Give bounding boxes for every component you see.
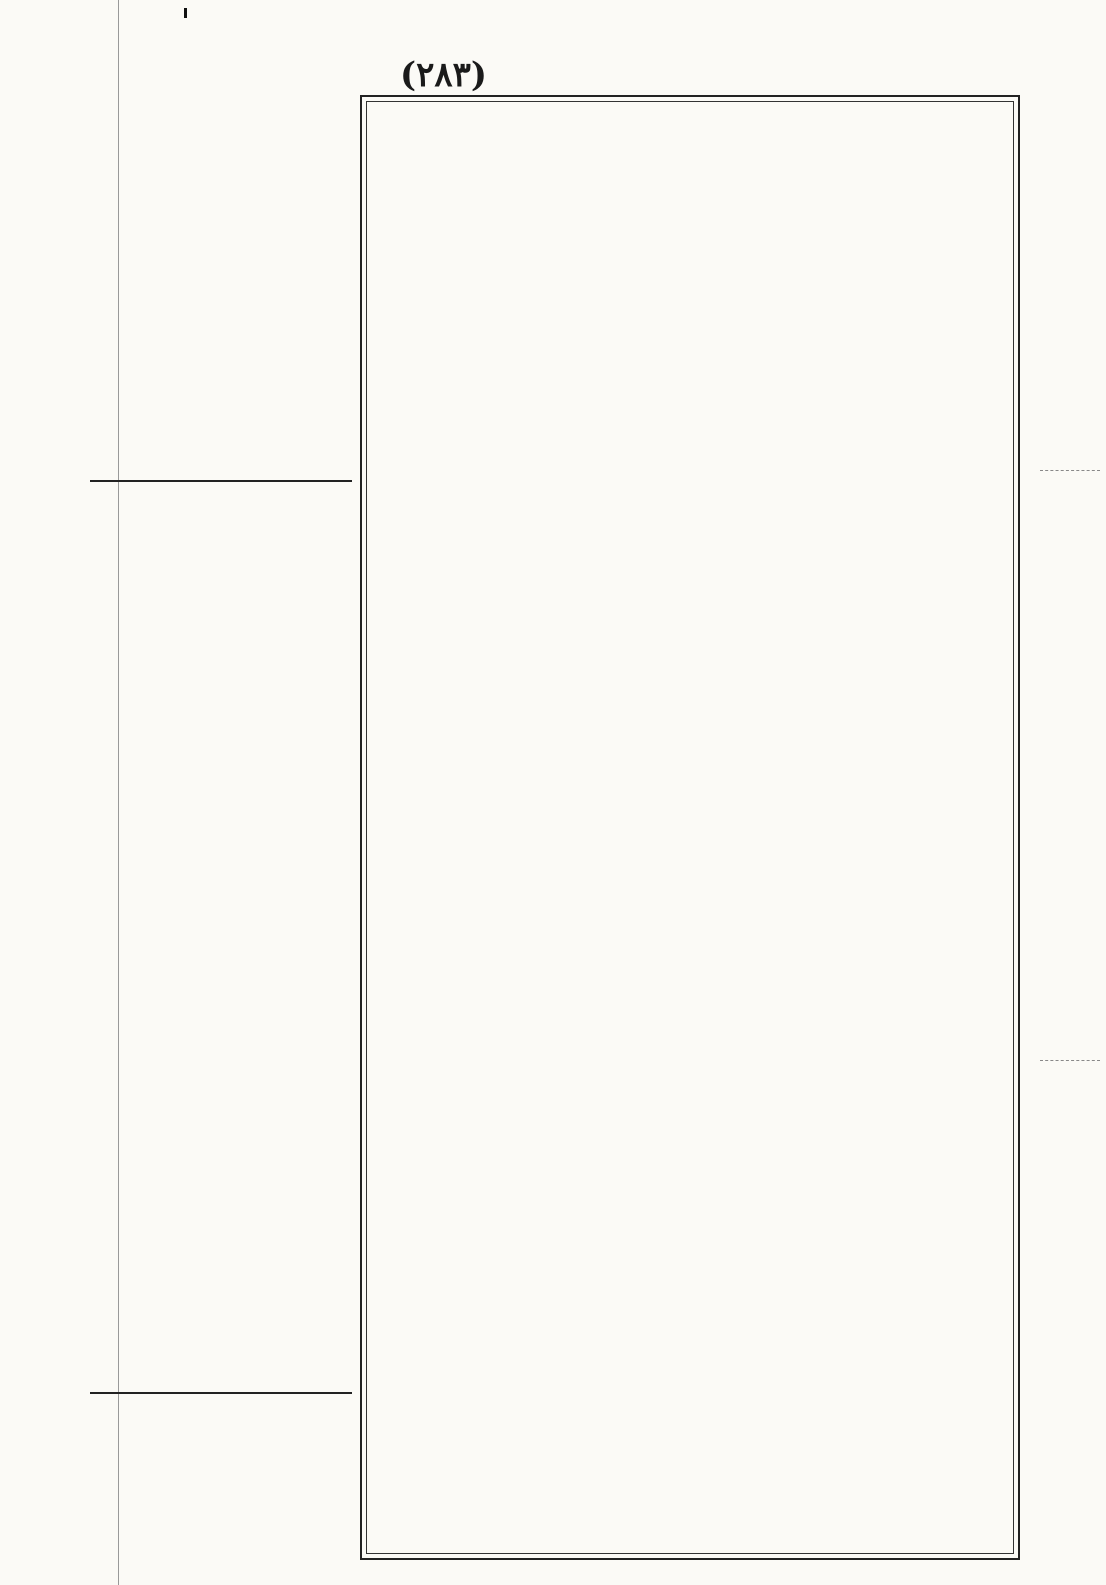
- text-line: [90, 1197, 352, 1228]
- text-line: [372, 102, 1010, 140]
- text-line: [90, 1228, 352, 1259]
- text-line: [372, 780, 1010, 818]
- margin-commentary-block: [90, 458, 352, 1413]
- text-line: [372, 1383, 1010, 1421]
- text-line: [90, 243, 352, 274]
- text-line: [90, 1013, 352, 1044]
- text-line: [372, 479, 1010, 517]
- text-line: [90, 920, 352, 951]
- text-line: [90, 1382, 352, 1413]
- text-line: [90, 58, 352, 89]
- text-line: [90, 1136, 352, 1167]
- text-line: [372, 856, 1010, 894]
- text-line: [372, 1044, 1010, 1082]
- text-line: [372, 1496, 1010, 1534]
- text-line: [372, 215, 1010, 253]
- text-line: [90, 428, 352, 459]
- text-line: [372, 328, 1010, 366]
- text-line: [90, 582, 352, 613]
- text-line: [90, 1475, 352, 1506]
- text-line: [90, 1167, 352, 1198]
- text-line: [90, 828, 352, 859]
- text-line: [372, 554, 1010, 592]
- text-line: [90, 1444, 352, 1475]
- text-line: [90, 458, 352, 489]
- text-line: [90, 1259, 352, 1290]
- margin-separator-rule: [90, 480, 352, 482]
- text-line: [372, 630, 1010, 668]
- text-line: [90, 1105, 352, 1136]
- margin-column: [90, 58, 352, 1498]
- text-line: [90, 274, 352, 305]
- text-line: [90, 859, 352, 890]
- text-line: [90, 212, 352, 243]
- margin-hadith-block: [90, 58, 352, 458]
- text-line: [90, 120, 352, 151]
- text-line: [90, 335, 352, 366]
- text-line: [372, 290, 1010, 328]
- text-line: [90, 612, 352, 643]
- edge-mark: [1040, 1060, 1100, 1061]
- text-line: [372, 1421, 1010, 1459]
- text-line: [90, 397, 352, 428]
- text-line: [372, 1308, 1010, 1346]
- text-line: [90, 951, 352, 982]
- text-line: [372, 667, 1010, 705]
- text-line: [90, 304, 352, 335]
- text-line: [372, 1534, 1010, 1572]
- text-line: [90, 705, 352, 736]
- text-line: [90, 1351, 352, 1382]
- text-line: [90, 89, 352, 120]
- text-line: [372, 705, 1010, 743]
- text-line: [372, 818, 1010, 856]
- text-line: [90, 1321, 352, 1352]
- text-line: [372, 1195, 1010, 1233]
- text-line: [90, 1413, 352, 1444]
- text-line: [372, 441, 1010, 479]
- text-line: [90, 489, 352, 520]
- text-line: [90, 181, 352, 212]
- text-line: [90, 766, 352, 797]
- edge-mark: [1040, 470, 1100, 471]
- text-line: [372, 140, 1010, 178]
- text-line: [372, 1459, 1010, 1497]
- text-line: [372, 177, 1010, 215]
- text-line: [372, 969, 1010, 1007]
- text-line: [90, 643, 352, 674]
- text-line: [90, 520, 352, 551]
- text-line: [372, 1157, 1010, 1195]
- text-line: [90, 1074, 352, 1105]
- text-line: [372, 517, 1010, 555]
- text-line: [372, 592, 1010, 630]
- text-line: [372, 1007, 1010, 1045]
- text-line: [372, 404, 1010, 442]
- top-tick-mark: [184, 8, 187, 18]
- text-line: [90, 797, 352, 828]
- margin-footnote-block: [90, 1413, 352, 1505]
- page-number: (٢٨٣): [400, 55, 487, 95]
- text-line: [372, 1120, 1010, 1158]
- text-line: [90, 150, 352, 181]
- text-line: [90, 551, 352, 582]
- text-line: [372, 743, 1010, 781]
- text-line: [372, 893, 1010, 931]
- main-text-block: [372, 102, 1010, 1552]
- text-line: [372, 1233, 1010, 1271]
- text-line: [90, 366, 352, 397]
- footnote-separator-rule: [90, 1392, 352, 1394]
- text-line: [372, 1082, 1010, 1120]
- text-line: [90, 890, 352, 921]
- text-line: [90, 674, 352, 705]
- text-line: [90, 736, 352, 767]
- text-line: [90, 1044, 352, 1075]
- text-line: [372, 1270, 1010, 1308]
- text-line: [372, 931, 1010, 969]
- text-line: [372, 253, 1010, 291]
- text-line: [90, 982, 352, 1013]
- text-line: [90, 1290, 352, 1321]
- text-line: [372, 366, 1010, 404]
- text-line: [372, 1346, 1010, 1384]
